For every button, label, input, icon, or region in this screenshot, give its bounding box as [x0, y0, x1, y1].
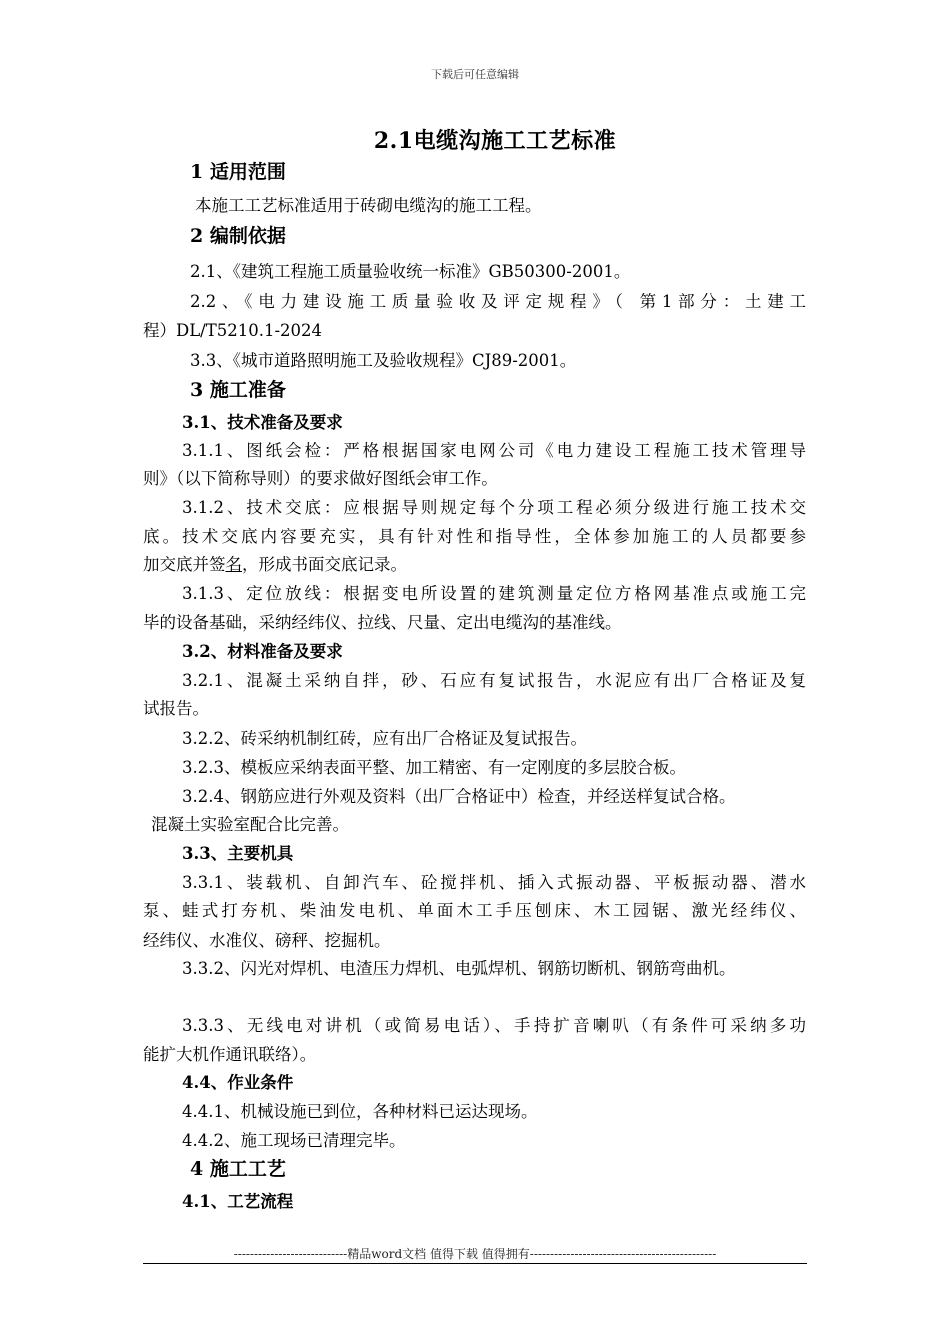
paragraph-line: 程）DL/T5210.1-2024 [143, 321, 323, 340]
footer-divider [143, 1263, 807, 1264]
paragraph-line: 3.2.4、钢筋应进行外观及资料（出厂合格证中）检查，并经送样复试合格。 [182, 787, 736, 806]
section-heading-scope: 1 适用范围 [190, 161, 286, 183]
paragraph-line: 3.2.1、混凝土采纳自拌，砂、石应有复试报告，水泥应有出厂合格证及复 [182, 671, 806, 690]
paragraph: 4.4.2、施工现场已清理完毕。 [182, 1131, 406, 1150]
document-title: 2.1电缆沟施工工艺标准 [373, 128, 617, 154]
paragraph-line: 3.3.3、无线电对讲机（或简易电话）、手持扩音喇叭（有条件可采纳多功 [182, 1016, 806, 1035]
subsection-heading: 4.4、作业条件 [182, 1073, 294, 1092]
paragraph-line: 3.1.2、技术交底：应根据导则规定每个分项工程必须分级进行施工技术交 [182, 498, 806, 517]
page-footer: ----------------------------精品word文档 值得下载 值得拥有---------------------------------------------- [233, 1247, 717, 1261]
section-heading-preparation: 3 施工准备 [190, 379, 286, 401]
paragraph-line: 经纬仪、水准仪、磅秤、挖掘机。 [143, 931, 391, 950]
subsection-heading: 3.2、材料准备及要求 [182, 642, 343, 661]
paragraph-line: 2.2、《电力建设施工质量验收及评定规程》（ 第1部分：土建工 [190, 292, 806, 311]
paragraph-line: 试报告。 [143, 699, 209, 718]
subsection-heading: 3.1、技术准备及要求 [182, 413, 343, 432]
underlined-text: 名 [225, 555, 242, 574]
section-heading-process: 4 施工工艺 [190, 1158, 286, 1180]
paragraph-line: 底。技术交底内容要充实，具有针对性和指导性，全体参加施工的人员都要参 [143, 527, 806, 546]
paragraph-line: 混凝土实验室配合比完善。 [151, 815, 349, 834]
subsection-heading: 3.3、主要机具 [182, 844, 294, 863]
text-run: ，形成书面交底记录。 [242, 555, 407, 574]
subsection-heading: 4.1、工艺流程 [182, 1192, 294, 1211]
paragraph: 3.2.3、模板应采纳表面平整、加工精密、有一定刚度的多层胶合板。 [182, 758, 686, 777]
page-header: 下载后可任意编辑 [431, 68, 519, 81]
paragraph: 3.3、《城市道路照明施工及验收规程》CJ89-2001。 [190, 351, 577, 370]
paragraph-line: 3.1.1、图纸会检：严格根据国家电网公司《电力建设工程施工技术管理导 [182, 441, 806, 460]
section-heading-basis: 2 编制依据 [190, 225, 286, 247]
paragraph: 本施工工艺标准适用于砖砌电缆沟的施工工程。 [195, 196, 542, 215]
paragraph: 4.4.1、机械设施已到位，各种材料已运达现场。 [182, 1102, 538, 1121]
paragraph: 3.2.2、砖采纳机制红砖，应有出厂合格证及复试报告。 [182, 729, 587, 748]
paragraph-line: 3.1.3、定位放线：根据变电所设置的建筑测量定位方格网基准点或施工完 [182, 584, 806, 603]
paragraph-line: 泵、蛙式打夯机、柴油发电机、单面木工手压刨床、木工园锯、激光经纬仪、 [143, 901, 806, 920]
paragraph: 2.1、《建筑工程施工质量验收统一标准》GB50300-2001。 [190, 262, 631, 281]
text-run: 加交底并签 [143, 555, 226, 574]
paragraph-line: 3.3.1、装载机、自卸汽车、砼搅拌机、插入式振动器、平板振动器、潜水 [182, 873, 806, 892]
paragraph: 3.3.2、闪光对焊机、电渣压力焊机、电弧焊机、钢筋切断机、钢筋弯曲机。 [182, 959, 736, 978]
paragraph-line [143, 554, 407, 576]
paragraph-line: 则》（以下简称导则）的要求做好图纸会审工作。 [143, 469, 498, 488]
paragraph-line: 毕的设备基础，采纳经纬仪、拉线、尺量、定出电缆沟的基准线。 [143, 613, 622, 632]
paragraph-line: 能扩大机作通讯联络）。 [143, 1045, 317, 1064]
